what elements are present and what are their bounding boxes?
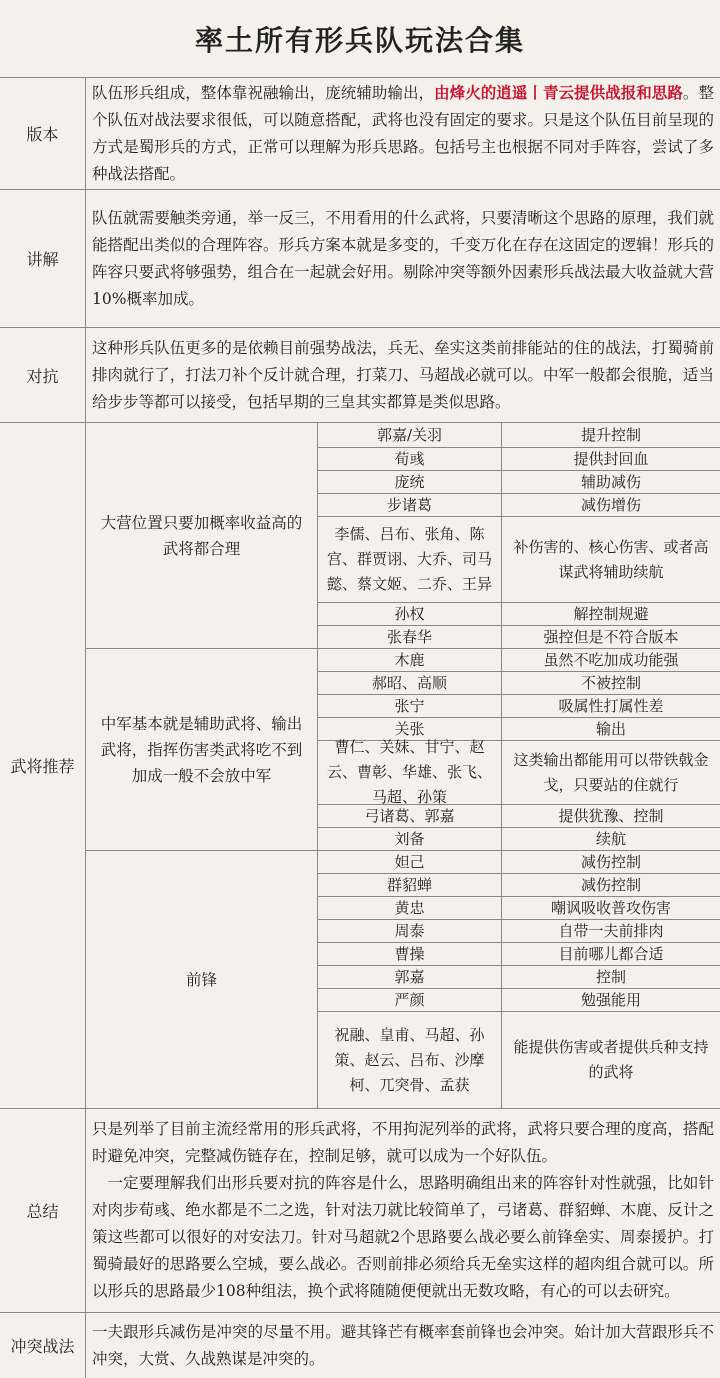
version-label: 版本	[0, 77, 86, 189]
table-row	[318, 1012, 720, 1108]
general-name: 群貂蝉	[318, 874, 502, 896]
general-note: 能提供伤害或者提供兵种支持的武将	[513, 1038, 709, 1081]
general-name: 孙权	[318, 603, 502, 625]
version-text-after: 。整个队伍对战法要求很低，可以随意搭配，武将也没有固定的要求。只是这个队伍目前呈现的方式是蜀形兵的方式，正常可以理解为形兵思路。包括号主也根据不同对手阵容，尝试了多种战法搭配。	[92, 83, 714, 183]
general-note: 提供封回血	[573, 449, 649, 468]
general-name: 妲己	[318, 851, 502, 873]
general-name: 荀彧	[318, 448, 502, 470]
summary-label: 总结	[0, 1109, 86, 1312]
generals-group-vanguard	[86, 851, 720, 1108]
general-name: 严颜	[318, 989, 502, 1011]
general-note: 解控制规避	[573, 604, 649, 623]
table-row	[318, 649, 720, 672]
general-name: 步诸葛	[318, 494, 502, 516]
general-name: 张春华	[318, 626, 502, 649]
general-name: 弓诸葛、郭嘉	[318, 805, 502, 827]
general-note: 辅助减伤	[580, 472, 641, 491]
table-row	[318, 626, 720, 649]
conflict-row	[0, 1313, 720, 1378]
general-note: 控制	[595, 967, 626, 986]
general-note: 勉强能用	[580, 990, 641, 1009]
summary-paragraph-2: 一定要理解我们出形兵要对抗的阵容是什么，思路明确组出来的阵容针对性就强，比如针对肉步荀彧、绝水都是不二之选，针对法刀就比较简单了，弓诸葛、群貂蝉、木鹿、反计之策这些都可以很好的对安法刀。针对马超就2个思路要么战必要么前锋垒实、周泰援护。打蜀骑最好的思路要么空城，要么战必。否则前排必须给兵无垒实这样的超肉组合就可以。所以形兵的思路最少108种组法，换个武将随随便便就出无数攻略，有心的可以去研究。	[92, 1174, 714, 1300]
table-row	[318, 966, 720, 989]
general-note: 减伤增伤	[580, 495, 641, 514]
table-row	[318, 874, 720, 897]
general-name: 关张	[318, 718, 502, 740]
summary-text	[92, 1109, 714, 1312]
generals-group-camp	[86, 423, 720, 649]
table-row	[318, 471, 720, 494]
counter-paragraph: 这种形兵队伍更多的是依赖目前强势战法，兵无、垒实这类前排能站的住的战法，打蜀骑前排肉就行了，打法刀补个反计就合理，打菜刀、马超战必就可以。中军一般都会很脆，适当给步步等都可以接受，包括早期的三皇其实都算是类似思路。	[92, 338, 714, 411]
general-name: 郝昭、高顺	[318, 672, 502, 694]
explain-label: 讲解	[0, 190, 86, 327]
general-name: 黄忠	[318, 897, 502, 919]
table-row	[318, 805, 720, 828]
group-label: 前锋	[86, 851, 318, 1108]
table-row	[318, 989, 720, 1012]
counter-label: 对抗	[0, 328, 86, 422]
table-row	[318, 517, 720, 603]
table-row	[318, 695, 720, 718]
generals-label: 武将推荐	[0, 423, 86, 1108]
general-name: 祝融、皇甫、马超、孙策、赵云、吕布、沙摩柯、兀突骨、孟获	[318, 1012, 502, 1108]
general-name: 张宁	[318, 695, 502, 717]
version-row	[0, 77, 720, 190]
general-note: 续航	[595, 830, 626, 848]
conflict-label: 冲突战法	[0, 1313, 86, 1378]
general-note: 减伤控制	[580, 875, 641, 894]
general-name: 木鹿	[318, 649, 502, 671]
version-text-before: 队伍形兵组成，整体靠祝融输出，庞统辅助输出，	[92, 83, 435, 102]
table-row	[318, 672, 720, 695]
general-note: 吸属性打属性差	[558, 696, 664, 715]
general-note: 提供犹豫、控制	[558, 806, 664, 825]
general-note: 嘲讽吸收普攻伤害	[550, 898, 671, 917]
explain-paragraph: 队伍就需要触类旁通，举一反三，不用看用的什么武将，只要清晰这个思路的原理，我们就能搭配出类似的合理阵容。形兵方案本就是多变的，千变万化在存在这固定的逻辑！形兵的阵容只要武将够强势，组合在一起就会好用。剔除冲突等额外因素形兵战法最大收益就大营10%概率加成。	[92, 208, 714, 308]
general-name: 郭嘉/关羽	[318, 423, 502, 447]
version-text	[92, 77, 714, 189]
counter-row	[0, 328, 720, 423]
general-note: 虽然不吃加成功能强	[543, 650, 679, 669]
table-row	[318, 738, 720, 806]
summary-paragraph-1: 只是列举了目前主流经常用的形兵武将，不用拘泥列举的武将，武将只要合理的度高，搭配时避免冲突，完整减伤链存在，控制足够，就可以成为一个好队伍。	[92, 1120, 714, 1165]
explain-text	[92, 190, 714, 327]
table-row	[318, 943, 720, 966]
general-note: 补伤害的、核心伤害、或者高谋武将辅助续航	[513, 537, 709, 581]
general-name: 刘备	[318, 828, 502, 851]
general-name: 周泰	[318, 920, 502, 942]
generals-table	[0, 423, 720, 1109]
general-name: 曹仁、关妹、甘宁、赵云、曹彰、华雄、张飞、马超、孙策	[318, 741, 502, 804]
general-name: 庞统	[318, 471, 502, 493]
counter-text	[92, 328, 714, 422]
generals-group-middle	[86, 649, 720, 851]
table-row	[318, 603, 720, 626]
general-note: 自带一夫前排肉	[558, 921, 664, 940]
version-text-highlight: 由烽火的逍遥丨青云提供战报和思路	[434, 82, 683, 102]
conflict-paragraph: 一夫跟形兵减伤是冲突的尽量不用。避其锋芒有概率套前锋也会冲突。始计加大营跟形兵不冲突，大赏、久战熟谋是冲突的。	[92, 1322, 714, 1368]
table-row	[318, 920, 720, 943]
general-note: 这类输出都能用可以带铁戟金戈，只要站的住就行	[513, 750, 709, 794]
explain-row	[0, 190, 720, 328]
general-note: 目前哪儿都合适	[558, 944, 664, 963]
table-row	[318, 897, 720, 920]
summary-row	[0, 1109, 720, 1313]
general-note: 减伤控制	[580, 852, 641, 871]
group-label: 大营位置只要加概率收益高的武将都合理	[86, 423, 318, 648]
general-name: 郭嘉	[318, 966, 502, 988]
general-note: 不被控制	[580, 673, 641, 692]
general-note: 输出	[595, 719, 626, 738]
table-row	[318, 448, 720, 471]
general-note: 强控但是不符合版本	[543, 628, 679, 646]
table-row	[318, 828, 720, 851]
general-name: 曹操	[318, 943, 502, 965]
page-title: 率土所有形兵队玩法合集	[0, 0, 720, 78]
general-name: 李儒、吕布、张角、陈宫、群贾诩、大乔、司马懿、蔡文姬、二乔、王异	[318, 517, 502, 602]
group-label: 中军基本就是辅助武将、输出武将，指挥伤害类武将吃不到加成一般不会放中军	[86, 649, 318, 850]
table-row	[318, 423, 720, 448]
conflict-text	[92, 1313, 714, 1378]
general-note: 提升控制	[580, 425, 641, 444]
table-row	[318, 851, 720, 874]
table-row	[318, 494, 720, 517]
